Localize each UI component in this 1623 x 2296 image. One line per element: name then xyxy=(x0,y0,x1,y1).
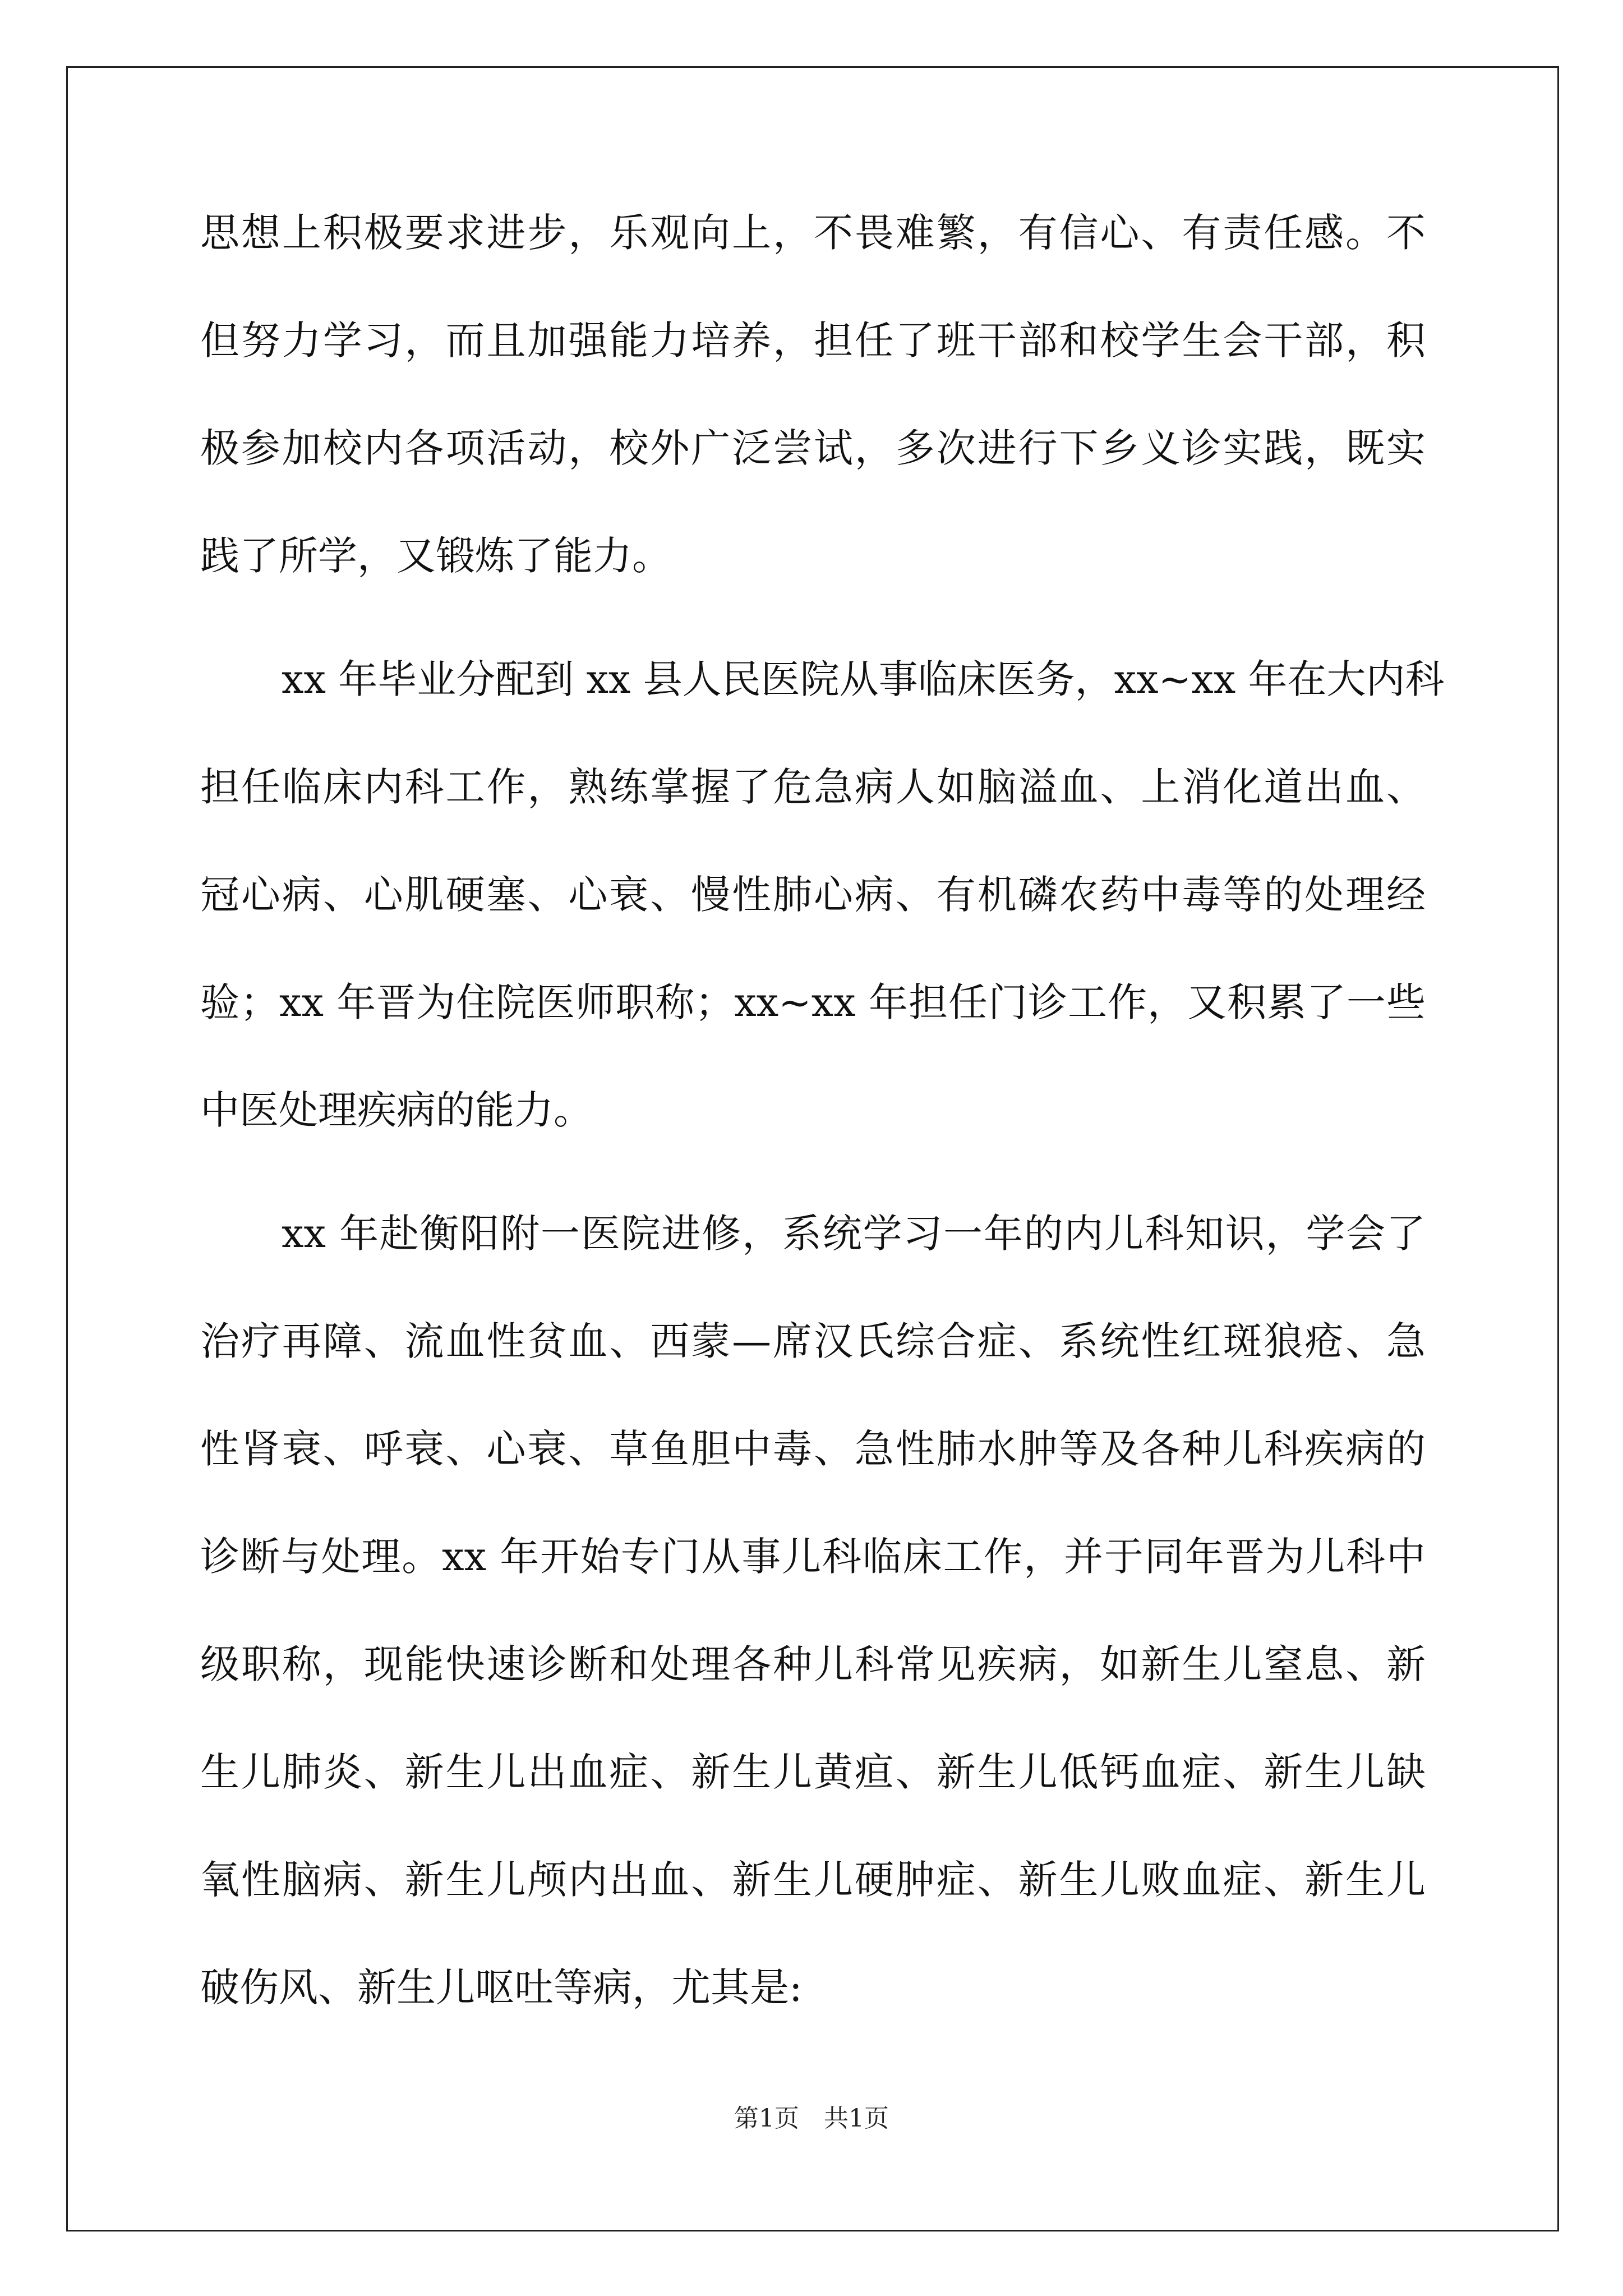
text-line: 中医处理疾病的能力。 xyxy=(200,1087,593,1133)
text-line: 冠心病、心肌硬塞、心衰、慢性肺心病、有机磷农药中毒等的处理经 xyxy=(200,872,1426,918)
text-line: 担任临床内科工作，熟练掌握了危急病人如脑溢血、上消化道出血、 xyxy=(200,764,1426,810)
text-line: 践了所学，又锻炼了能力。 xyxy=(200,533,671,579)
text-line: 极参加校内各项活动，校外广泛尝试，多次进行下乡义诊实践，既实 xyxy=(200,425,1426,471)
text-line: 但努力学习，而且加强能力培养，担任了班干部和校学生会干部，积 xyxy=(200,318,1426,364)
text-line: 诊断与处理。xx 年开始专门从事儿科临床工作，并于同年晋为儿科中 xyxy=(200,1534,1426,1580)
document-body xyxy=(200,210,1445,2076)
page-number-footer: 第1页 共1页 xyxy=(734,2104,889,2133)
text-line: 级职称，现能快速诊断和处理各种儿科常见疾病，如新生儿窒息、新 xyxy=(200,1641,1426,1687)
text-line: 验；xx 年晋为住院医师职称；xx~xx 年担任门诊工作，又积累了一些 xyxy=(200,979,1426,1025)
text-line: xx 年赴衡阳附一医院进修，系统学习一年的内儿科知识，学会了 xyxy=(282,1211,1426,1257)
text-line: 氧性脑病、新生儿颅内出血、新生儿硬肿症、新生儿败血症、新生儿 xyxy=(200,1857,1426,1903)
text-line: 破伤风、新生儿呕吐等病，尤其是: xyxy=(200,1964,803,2010)
text-line: 性肾衰、呼衰、心衰、草鱼胆中毒、急性肺水肿等及各种儿科疾病的 xyxy=(200,1426,1426,1472)
text-line: 思想上积极要求进步，乐观向上，不畏难繁，有信心、有责任感。不 xyxy=(200,210,1426,256)
text-line: xx 年毕业分配到 xx 县人民医院从事临床医务，xx~xx 年在大内科 xyxy=(282,656,1445,702)
text-line: 治疗再障、流血性贫血、西蒙—席汉氏综合症、系统性红斑狼疮、急 xyxy=(200,1318,1426,1364)
text-line: 生儿肺炎、新生儿出血症、新生儿黄疸、新生儿低钙血症、新生儿缺 xyxy=(200,1749,1426,1795)
